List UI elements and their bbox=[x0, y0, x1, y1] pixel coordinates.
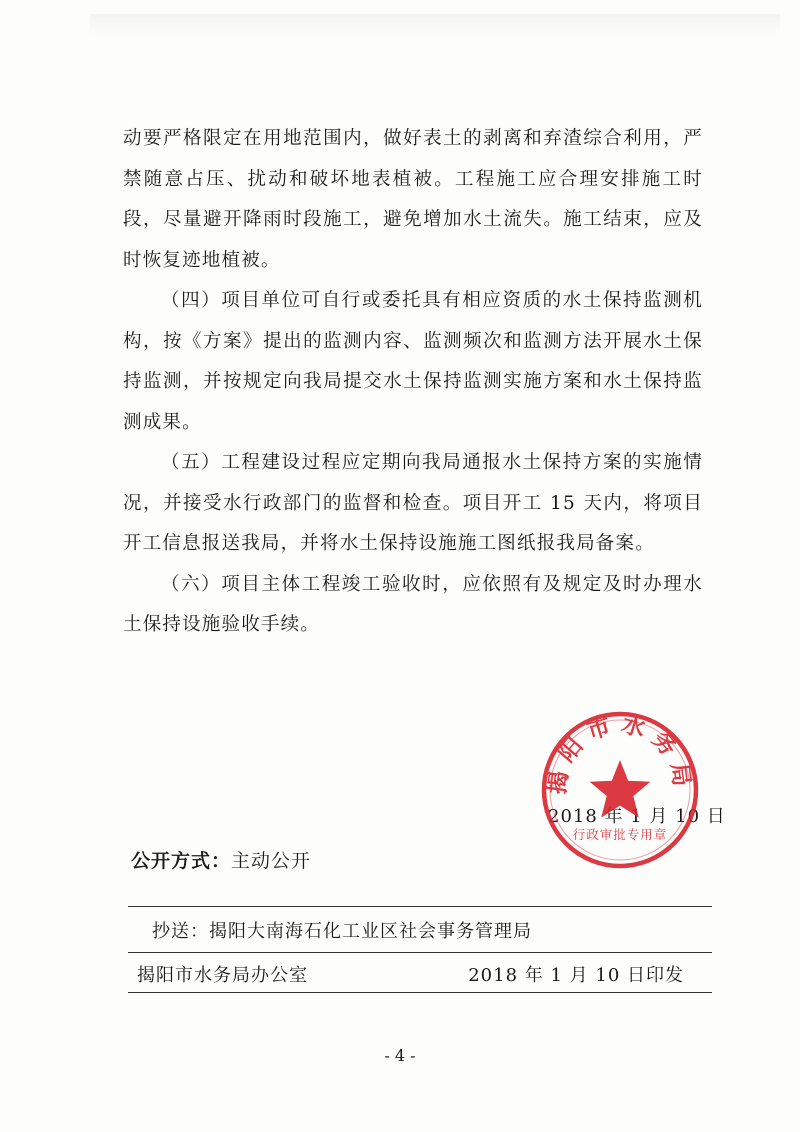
body-text bbox=[123, 119, 703, 646]
disclosure-label: 公开方式： bbox=[131, 850, 232, 872]
signature-date: 2018 年 1 月 10 日 bbox=[548, 806, 726, 827]
paragraph-item-6: （六）项目主体工程竣工验收时，应依照有及规定及时办理水土保持设施验收手续。 bbox=[123, 573, 703, 635]
paragraph-item-4: （四）项目单位可自行或委托具有相应资质的水土保持监测机构，按《方案》提出的监测内容、监测频次和监测方法开展水土保持监测，并按规定向我局提交水土保持监测实施方案和水土保持监测成果。 bbox=[123, 290, 703, 433]
seal-organization: 揭阳市水务局 bbox=[544, 711, 696, 796]
official-seal-icon bbox=[537, 707, 703, 873]
footer-rule-top bbox=[128, 906, 712, 907]
footer-rule-bottom bbox=[128, 992, 712, 993]
page-number: - 4 - bbox=[384, 1046, 416, 1065]
paragraph-item-5: （五）工程建设过程应定期向我局通报水土保持方案的实施情况，并接受水行政部门的监督和检查。项目开工 15 天内，将项目开工信息报送我局，并将水土保持设施施工图纸报我局备案。 bbox=[123, 452, 703, 554]
seal-star-icon bbox=[590, 760, 651, 818]
cc-recipients: 抄送：揭阳大南海石化工业区社会事务管理局 bbox=[152, 921, 532, 942]
footer-rule-middle bbox=[128, 952, 712, 953]
disclosure-value: 主动公开 bbox=[231, 850, 312, 872]
issuing-office: 揭阳市水务局办公室 bbox=[137, 965, 308, 986]
scan-shadow bbox=[90, 14, 780, 36]
issue-date: 2018 年 1 月 10 日印发 bbox=[468, 965, 684, 986]
disclosure-method bbox=[131, 846, 311, 873]
paragraph-continuation: 动要严格限定在用地范围内，做好表土的剥离和弃渣综合利用，严禁随意占压、扰动和破坏地表植被。工程施工应合理安排施工时段，尽量避开降雨时段施工，避免增加水土流失。施工结束，应及时恢复迹地植被。 bbox=[123, 128, 703, 271]
seal-bottom-text: 行政审批专用章 bbox=[572, 827, 668, 842]
